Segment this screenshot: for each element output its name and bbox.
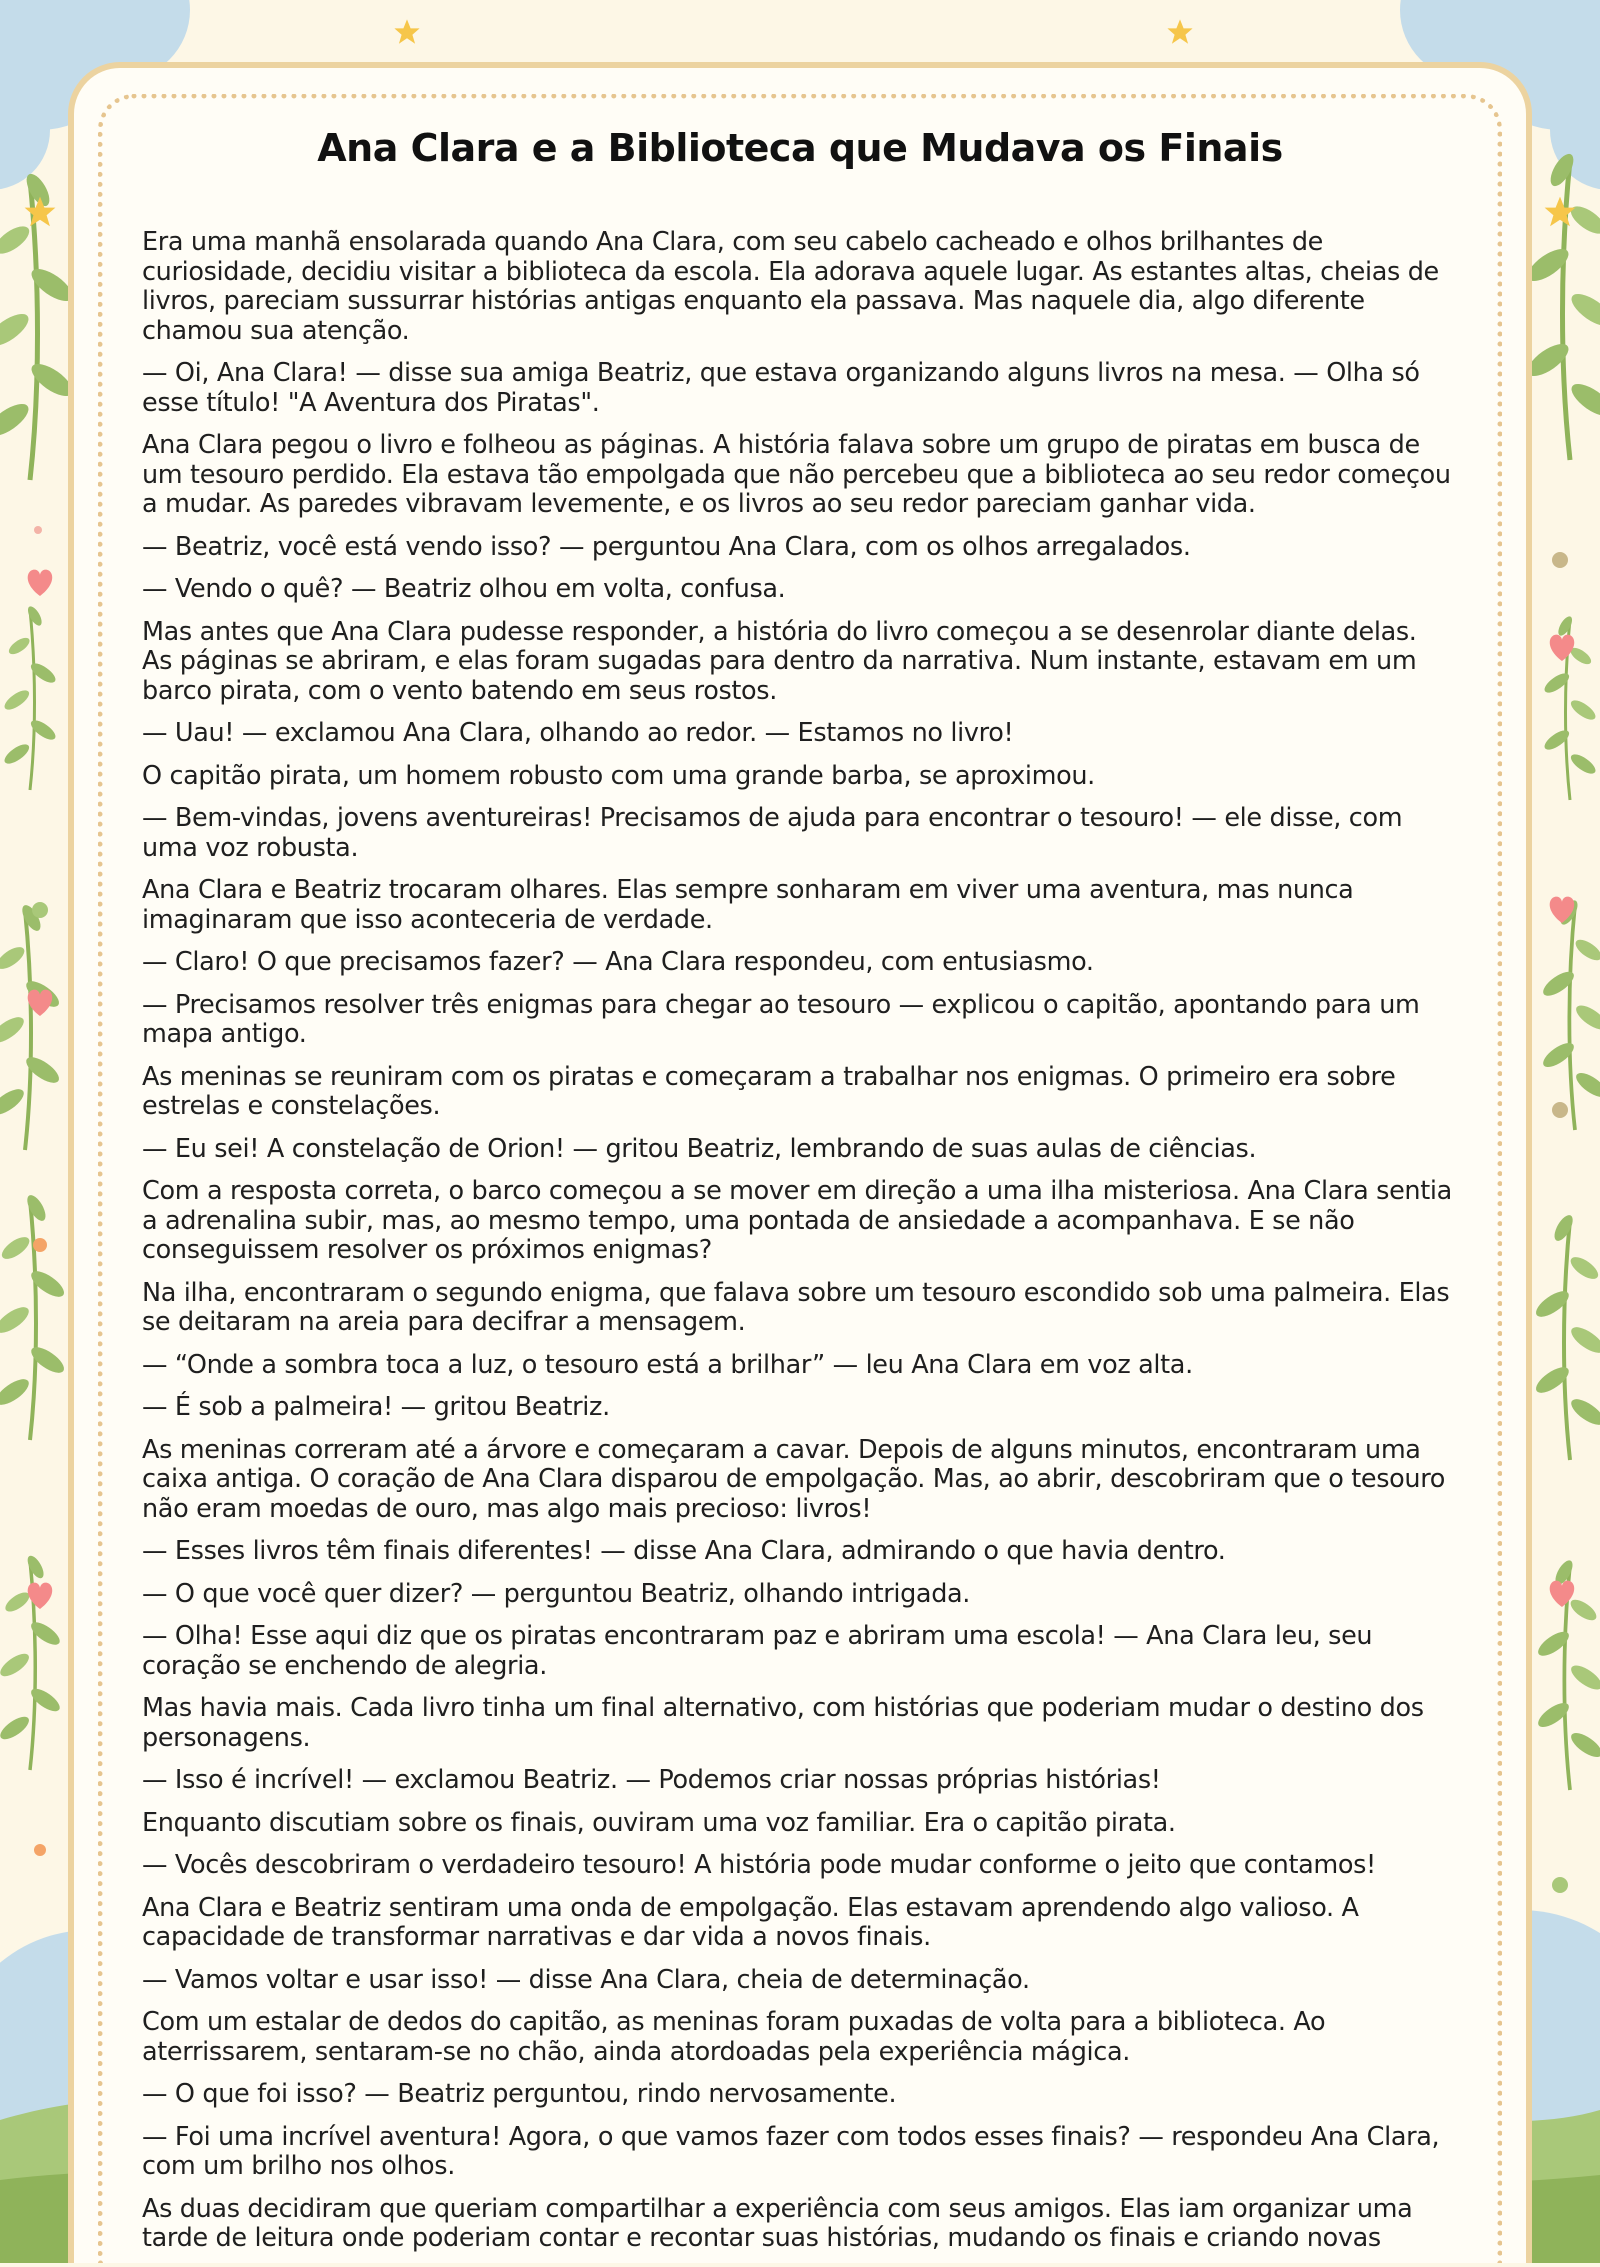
heart-icon xyxy=(1550,635,1574,661)
heart-icon xyxy=(28,570,52,596)
story-paragraph: — Foi uma incrível aventura! Agora, o que vamos fazer com todos esses finais? — respondeu Ana Clara, com um brilho nos olhos. xyxy=(142,2121,1440,2181)
story-paragraph: — Uau! — exclamou Ana Clara, olhando ao redor. — Estamos no livro! xyxy=(142,718,1014,748)
story-paragraph: — Esses livros têm finais diferentes! — disse Ana Clara, admirando o que havia dentro. xyxy=(142,1536,1226,1566)
leaf-icon xyxy=(0,902,63,1150)
story-paragraph: As meninas correram até a árvore e começaram a cavar. Depois de alguns minutos, encontraram uma caixa antiga. O coração de Ana Clara disparou de empolgação. Mas, ao abrir, descobriram que o tesouro não eram moedas de ouro, mas algo mais precioso: livros! xyxy=(142,1434,1446,1524)
story-paragraph: Enquanto discutiam sobre os finais, ouviram uma voz familiar. Era o capitão pirata. xyxy=(142,1807,1176,1838)
story-paragraph: — Vamos voltar e usar isso! — disse Ana Clara, cheia de determinação. xyxy=(142,1964,1030,1995)
story-paragraph: O capitão pirata, um homem robusto com uma grande barba, se aproximou. xyxy=(142,760,1095,791)
story-paragraph: — “Onde a sombra toca a luz, o tesouro está a brilhar” — leu Ana Clara em voz alta. xyxy=(142,1349,1193,1380)
leaf-icon xyxy=(2,604,59,790)
star-icon xyxy=(25,197,56,227)
story-body xyxy=(142,228,1452,2267)
story-paragraph: — Oi, Ana Clara! — disse sua amiga Beatriz, que estava organizando alguns livros na mesa. — Olha só esse título! "A Aventura dos Piratas". xyxy=(142,358,1420,418)
star-icon xyxy=(1545,197,1576,227)
story-paragraph: — Bem-vindas, jovens aventureiras! Precisamos de ajuda para encontrar o tesouro! — ele disse, com uma voz robusta. xyxy=(142,803,1403,863)
story-paragraph: Na ilha, encontraram o segundo enigma, que falava sobre um tesouro escondido sob uma palmeira. Elas se deitaram na areia para decifrar a mensagem. xyxy=(142,1277,1450,1337)
leaf-icon xyxy=(1539,898,1600,1130)
story-paragraph: Era uma manhã ensolarada quando Ana Clara, com seu cabelo cacheado e olhos brilhantes de curiosidade, decidiu visitar a biblioteca da escola. Ela adorava aquele lugar. As estantes altas, cheias de livros, pareciam sussurrar histórias antigas enquanto ela passava. Mas naquele dia, algo diferente chamou sua atenção. xyxy=(142,227,1439,346)
story-paragraph: Ana Clara e Beatriz trocaram olhares. Elas sempre sonharam em viver uma aventura, mas nunca imaginaram que isso aconteceria de verdade. xyxy=(142,875,1354,935)
story-paragraph: Mas havia mais. Cada livro tinha um final alternativo, com histórias que poderiam mudar o destino dos personagens. xyxy=(142,1693,1424,1753)
heart-icon xyxy=(28,1583,52,1609)
story-paragraph: — O que foi isso? — Beatriz perguntou, rindo nervosamente. xyxy=(142,2079,897,2109)
leaf-icon xyxy=(0,1192,68,1440)
story-paragraph: As duas decidiram que queriam compartilhar a experiência com seus amigos. Elas iam organizar uma tarde de leitura onde poderiam contar e recontar suas histórias, mudando os finais e criando novas xyxy=(142,2193,1413,2253)
story-paragraph: — É sob a palmeira! — gritou Beatriz. xyxy=(142,1392,610,1422)
story-paragraph: Ana Clara pegou o livro e folheou as páginas. A história falava sobre um grupo de piratas em busca de um tesouro perdido. Ela estava tão empolgada que não percebeu que a biblioteca ao seu redor começou a mudar. As paredes vibravam levemente, e os livros ao seu redor pareciam ganhar vida. xyxy=(142,430,1451,519)
story-paragraph: Com um estalar de dedos do capitão, as meninas foram puxadas de volta para a biblioteca. Ao aterrissarem, sentaram-se no chão, ainda atordoadas pela experiência mágica. xyxy=(142,2007,1326,2067)
story-title: Ana Clara e a Biblioteca que Mudava os Finais xyxy=(317,126,1283,170)
story-paragraph: — Beatriz, você está vendo isso? — perguntou Ana Clara, com os olhos arregalados. xyxy=(142,531,1191,562)
story-paragraph: Ana Clara e Beatriz sentiram uma onda de empolgação. Elas estavam aprendendo algo valioso. A capacidade de transformar narrativas e dar vida a novos finais. xyxy=(142,1892,1359,1952)
story-paragraph: — Eu sei! A constelação de Orion! — gritou Beatriz, lembrando de suas aulas de ciências. xyxy=(142,1133,1257,1164)
story-paragraph: Mas antes que Ana Clara pudesse responder, a história do livro começou a se desenrolar diante delas. As páginas se abriram, e elas foram sugadas para dentro da narrativa. Num instante, estavam em um barco pirata, com o vento batendo em seus rostos. xyxy=(142,616,1417,706)
story-paragraph: — Vendo o quê? — Beatriz olhou em volta, confusa. xyxy=(142,574,786,604)
story-paragraph: — O que você quer dizer? — perguntou Beatriz, olhando intrigada. xyxy=(142,1578,971,1609)
leaf-icon xyxy=(1523,150,1600,460)
story-paragraph: — Isso é incrível! — exclamou Beatriz. — Podemos criar nossas próprias histórias! xyxy=(142,1765,1161,1795)
story-paragraph: As meninas se reuniram com os piratas e começaram a trabalhar nos enigmas. O primeiro era sobre estrelas e constelações. xyxy=(142,1061,1396,1121)
story-paragraph: — Vocês descobriram o verdadeiro tesouro! A história pode mudar conforme o jeito que contamos! xyxy=(142,1850,1376,1880)
story-paragraph: — Claro! O que precisamos fazer? — Ana Clara respondeu, com entusiasmo. xyxy=(142,947,1094,977)
star-icon xyxy=(1167,19,1192,43)
star-icon xyxy=(394,19,419,43)
story-paragraph: Com a resposta correta, o barco começou a se mover em direção a uma ilha misteriosa. Ana Clara sentia a adrenalina subir, mas, ao mesmo tempo, uma pontada de ansiedade a acompanhava. E se não conseguissem resolver os próximos enigmas? xyxy=(142,1176,1452,1265)
heart-icon xyxy=(1550,1581,1574,1607)
leaf-icon xyxy=(1532,1212,1600,1460)
story-paragraph: — Precisamos resolver três enigmas para chegar ao tesouro — explicou o capitão, apontando para um mapa antigo. xyxy=(142,989,1420,1049)
story-paragraph: — Olha! Esse aqui diz que os piratas encontraram paz e abriram uma escola! — Ana Clara leu, seu coração se enchendo de alegria. xyxy=(142,1621,1373,1681)
